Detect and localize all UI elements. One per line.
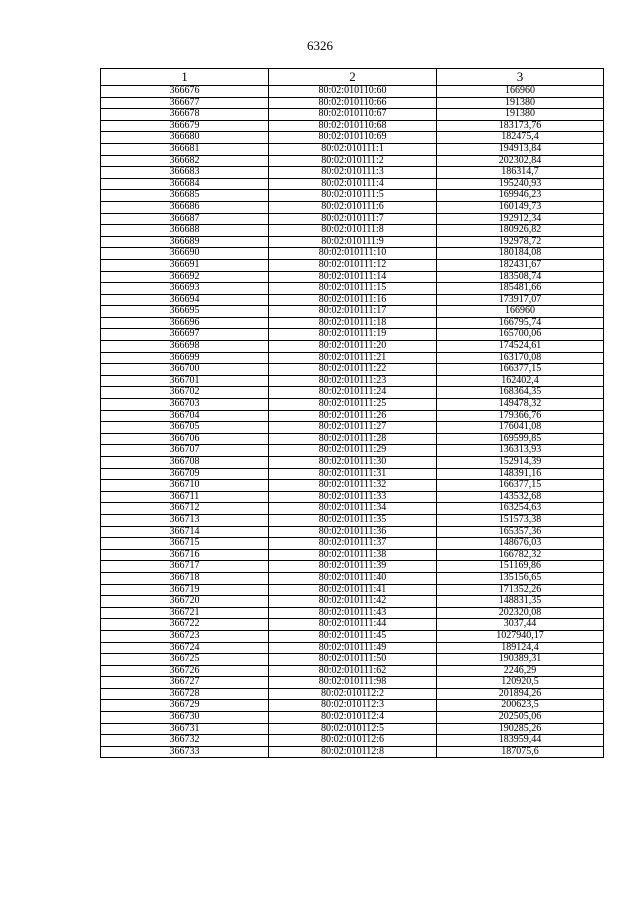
value-cell: 174524,61 — [437, 341, 604, 353]
value-cell: 169599,85 — [437, 433, 604, 445]
row-number-cell: 366707 — [101, 445, 269, 457]
cadastral-number-cell: 80:02:010111:27 — [269, 422, 437, 434]
value-cell: 189124,4 — [437, 642, 604, 654]
table-row — [101, 120, 604, 132]
value-cell: 168364,35 — [437, 387, 604, 399]
value-cell: 186314,7 — [437, 167, 604, 179]
cadastral-number-cell: 80:02:010111:16 — [269, 294, 437, 306]
row-number-cell: 366722 — [101, 619, 269, 631]
row-number-cell: 366706 — [101, 433, 269, 445]
value-cell: 185481,66 — [437, 283, 604, 295]
table-row — [101, 399, 604, 411]
row-number-cell: 366676 — [101, 86, 269, 98]
table-row — [101, 607, 604, 619]
value-cell: 135156,65 — [437, 572, 604, 584]
cadastral-number-cell: 80:02:010111:15 — [269, 283, 437, 295]
value-cell: 148676,03 — [437, 538, 604, 550]
row-number-cell: 366715 — [101, 538, 269, 550]
value-cell: 171352,26 — [437, 584, 604, 596]
cadastral-number-cell: 80:02:010110:66 — [269, 97, 437, 109]
row-number-cell: 366686 — [101, 201, 269, 213]
value-cell: 163170,08 — [437, 352, 604, 364]
column-header: 3 — [437, 69, 604, 86]
cadastral-number-cell: 80:02:010111:98 — [269, 677, 437, 689]
value-cell: 179366,76 — [437, 410, 604, 422]
table-row — [101, 654, 604, 666]
cadastral-number-cell: 80:02:010111:28 — [269, 433, 437, 445]
table-row — [101, 97, 604, 109]
cadastral-number-cell: 80:02:010111:35 — [269, 514, 437, 526]
row-number-cell: 366708 — [101, 457, 269, 469]
cadastral-number-cell: 80:02:010111:42 — [269, 596, 437, 608]
value-cell: 191380 — [437, 97, 604, 109]
table-row — [101, 225, 604, 237]
table-row — [101, 445, 604, 457]
value-cell: 202505,06 — [437, 712, 604, 724]
table-row — [101, 410, 604, 422]
row-number-cell: 366721 — [101, 607, 269, 619]
cadastral-number-cell: 80:02:010112:5 — [269, 723, 437, 735]
row-number-cell: 366684 — [101, 178, 269, 190]
value-cell: 136313,93 — [437, 445, 604, 457]
row-number-cell: 366733 — [101, 746, 269, 758]
cadastral-number-cell: 80:02:010110:69 — [269, 132, 437, 144]
value-cell: 202320,08 — [437, 607, 604, 619]
table-row — [101, 503, 604, 515]
table-row — [101, 352, 604, 364]
table-row — [101, 155, 604, 167]
table-row — [101, 236, 604, 248]
table-row — [101, 619, 604, 631]
header-row — [101, 69, 604, 86]
cadastral-number-cell: 80:02:010111:39 — [269, 561, 437, 573]
value-cell: 166377,15 — [437, 364, 604, 376]
cadastral-number-cell: 80:02:010112:2 — [269, 688, 437, 700]
row-number-cell: 366732 — [101, 735, 269, 747]
table-row — [101, 213, 604, 225]
cadastral-number-cell: 80:02:010112:6 — [269, 735, 437, 747]
value-cell: 160149,73 — [437, 201, 604, 213]
row-number-cell: 366695 — [101, 306, 269, 318]
row-number-cell: 366719 — [101, 584, 269, 596]
table-row — [101, 317, 604, 329]
value-cell: 200623,5 — [437, 700, 604, 712]
row-number-cell: 366700 — [101, 364, 269, 376]
table-body — [101, 86, 604, 758]
table-row — [101, 109, 604, 121]
row-number-cell: 366681 — [101, 143, 269, 155]
value-cell: 166795,74 — [437, 317, 604, 329]
cadastral-number-cell: 80:02:010111:19 — [269, 329, 437, 341]
cadastral-number-cell: 80:02:010111:31 — [269, 468, 437, 480]
cadastral-number-cell: 80:02:010111:40 — [269, 572, 437, 584]
row-number-cell: 366696 — [101, 317, 269, 329]
cadastral-number-cell: 80:02:010111:33 — [269, 491, 437, 503]
table-row — [101, 630, 604, 642]
cadastral-number-cell: 80:02:010111:3 — [269, 167, 437, 179]
row-number-cell: 366698 — [101, 341, 269, 353]
cadastral-number-cell: 80:02:010111:6 — [269, 201, 437, 213]
row-number-cell: 366689 — [101, 236, 269, 248]
table-row — [101, 201, 604, 213]
value-cell: 183508,74 — [437, 271, 604, 283]
value-cell: 187075,6 — [437, 746, 604, 758]
table-row — [101, 143, 604, 155]
cadastral-number-cell: 80:02:010111:26 — [269, 410, 437, 422]
value-cell: 149478,32 — [437, 399, 604, 411]
row-number-cell: 366678 — [101, 109, 269, 121]
table-row — [101, 306, 604, 318]
row-number-cell: 366690 — [101, 248, 269, 260]
row-number-cell: 366728 — [101, 688, 269, 700]
table-row — [101, 735, 604, 747]
row-number-cell: 366683 — [101, 167, 269, 179]
value-cell: 191380 — [437, 109, 604, 121]
row-number-cell: 366701 — [101, 375, 269, 387]
column-header: 2 — [269, 69, 437, 86]
value-cell: 165357,36 — [437, 526, 604, 538]
table-row — [101, 132, 604, 144]
row-number-cell: 366703 — [101, 399, 269, 411]
row-number-cell: 366677 — [101, 97, 269, 109]
table-row — [101, 375, 604, 387]
table-row — [101, 549, 604, 561]
table-row — [101, 677, 604, 689]
cadastral-number-cell: 80:02:010111:38 — [269, 549, 437, 561]
table-row — [101, 167, 604, 179]
table-row — [101, 526, 604, 538]
value-cell: 151169,86 — [437, 561, 604, 573]
value-cell: 165700,06 — [437, 329, 604, 341]
cadastral-number-cell: 80:02:010111:14 — [269, 271, 437, 283]
table-row — [101, 514, 604, 526]
value-cell: 202302,84 — [437, 155, 604, 167]
row-number-cell: 366720 — [101, 596, 269, 608]
cadastral-number-cell: 80:02:010111:45 — [269, 630, 437, 642]
cadastral-number-cell: 80:02:010111:7 — [269, 213, 437, 225]
table-row — [101, 294, 604, 306]
row-number-cell: 366705 — [101, 422, 269, 434]
value-cell: 152914,39 — [437, 457, 604, 469]
table-row — [101, 422, 604, 434]
row-number-cell: 366697 — [101, 329, 269, 341]
cadastral-number-cell: 80:02:010111:34 — [269, 503, 437, 515]
cadastral-number-cell: 80:02:010111:21 — [269, 352, 437, 364]
value-cell: 182431,67 — [437, 259, 604, 271]
table-row — [101, 457, 604, 469]
table-row — [101, 190, 604, 202]
cadastral-number-cell: 80:02:010111:22 — [269, 364, 437, 376]
cadastral-number-cell: 80:02:010111:10 — [269, 248, 437, 260]
table-row — [101, 248, 604, 260]
row-number-cell: 366691 — [101, 259, 269, 271]
row-number-cell: 366710 — [101, 480, 269, 492]
value-cell: 180926,82 — [437, 225, 604, 237]
table-row — [101, 387, 604, 399]
cadastral-number-cell: 80:02:010111:50 — [269, 654, 437, 666]
value-cell: 166377,15 — [437, 480, 604, 492]
cadastral-number-cell: 80:02:010111:2 — [269, 155, 437, 167]
table-row — [101, 491, 604, 503]
table-row — [101, 468, 604, 480]
row-number-cell: 366714 — [101, 526, 269, 538]
row-number-cell: 366709 — [101, 468, 269, 480]
value-cell: 1027940,17 — [437, 630, 604, 642]
row-number-cell: 366725 — [101, 654, 269, 666]
table-header — [101, 69, 604, 86]
cadastral-number-cell: 80:02:010111:9 — [269, 236, 437, 248]
cadastral-number-cell: 80:02:010111:20 — [269, 341, 437, 353]
row-number-cell: 366688 — [101, 225, 269, 237]
value-cell: 195240,93 — [437, 178, 604, 190]
cadastral-number-cell: 80:02:010111:8 — [269, 225, 437, 237]
row-number-cell: 366711 — [101, 491, 269, 503]
value-cell: 2246,29 — [437, 665, 604, 677]
table-row — [101, 86, 604, 98]
value-cell: 163254,63 — [437, 503, 604, 515]
cadastral-number-cell: 80:02:010111:12 — [269, 259, 437, 271]
value-cell: 143532,68 — [437, 491, 604, 503]
cadastral-number-cell: 80:02:010111:44 — [269, 619, 437, 631]
row-number-cell: 366729 — [101, 700, 269, 712]
cadastral-number-cell: 80:02:010111:30 — [269, 457, 437, 469]
value-cell: 162402,4 — [437, 375, 604, 387]
row-number-cell: 366699 — [101, 352, 269, 364]
row-number-cell: 366685 — [101, 190, 269, 202]
row-number-cell: 366679 — [101, 120, 269, 132]
row-number-cell: 366717 — [101, 561, 269, 573]
table-row — [101, 561, 604, 573]
value-cell: 183959,44 — [437, 735, 604, 747]
value-cell: 190285,26 — [437, 723, 604, 735]
data-table — [100, 68, 604, 758]
table-row — [101, 712, 604, 724]
table-row — [101, 538, 604, 550]
table-row — [101, 271, 604, 283]
cadastral-number-cell: 80:02:010111:36 — [269, 526, 437, 538]
value-cell: 120920,5 — [437, 677, 604, 689]
cadastral-number-cell: 80:02:010111:18 — [269, 317, 437, 329]
page-number: 6326 — [307, 38, 333, 53]
row-number-cell: 366704 — [101, 410, 269, 422]
cadastral-number-cell: 80:02:010111:29 — [269, 445, 437, 457]
cadastral-number-cell: 80:02:010110:67 — [269, 109, 437, 121]
cadastral-number-cell: 80:02:010111:23 — [269, 375, 437, 387]
row-number-cell: 366694 — [101, 294, 269, 306]
column-header: 1 — [101, 69, 269, 86]
row-number-cell: 366702 — [101, 387, 269, 399]
value-cell: 194913,84 — [437, 143, 604, 155]
table-row — [101, 584, 604, 596]
value-cell: 166960 — [437, 306, 604, 318]
cadastral-number-cell: 80:02:010111:49 — [269, 642, 437, 654]
row-number-cell: 366712 — [101, 503, 269, 515]
table-row — [101, 572, 604, 584]
cadastral-number-cell: 80:02:010110:60 — [269, 86, 437, 98]
row-number-cell: 366726 — [101, 665, 269, 677]
table-row — [101, 665, 604, 677]
value-cell: 192912,34 — [437, 213, 604, 225]
cadastral-number-cell: 80:02:010112:3 — [269, 700, 437, 712]
table-row — [101, 596, 604, 608]
value-cell: 201894,26 — [437, 688, 604, 700]
row-number-cell: 366723 — [101, 630, 269, 642]
value-cell: 190389,31 — [437, 654, 604, 666]
table-row — [101, 700, 604, 712]
cadastral-number-cell: 80:02:010111:32 — [269, 480, 437, 492]
table-row — [101, 642, 604, 654]
row-number-cell: 366713 — [101, 514, 269, 526]
cadastral-number-cell: 80:02:010111:25 — [269, 399, 437, 411]
table-row — [101, 723, 604, 735]
table-row — [101, 259, 604, 271]
value-cell: 169946,23 — [437, 190, 604, 202]
table-row — [101, 341, 604, 353]
value-cell: 192978,72 — [437, 236, 604, 248]
value-cell: 180184,08 — [437, 248, 604, 260]
value-cell: 148831,35 — [437, 596, 604, 608]
row-number-cell: 366693 — [101, 283, 269, 295]
table-row — [101, 688, 604, 700]
table-row — [101, 329, 604, 341]
row-number-cell: 366687 — [101, 213, 269, 225]
value-cell: 166782,32 — [437, 549, 604, 561]
table-row — [101, 480, 604, 492]
row-number-cell: 366724 — [101, 642, 269, 654]
cadastral-number-cell: 80:02:010112:4 — [269, 712, 437, 724]
cadastral-number-cell: 80:02:010111:37 — [269, 538, 437, 550]
cadastral-number-cell: 80:02:010111:41 — [269, 584, 437, 596]
cadastral-number-cell: 80:02:010111:17 — [269, 306, 437, 318]
row-number-cell: 366692 — [101, 271, 269, 283]
cadastral-number-cell: 80:02:010111:1 — [269, 143, 437, 155]
row-number-cell: 366718 — [101, 572, 269, 584]
value-cell: 3037,44 — [437, 619, 604, 631]
value-cell: 148391,16 — [437, 468, 604, 480]
row-number-cell: 366730 — [101, 712, 269, 724]
row-number-cell: 366682 — [101, 155, 269, 167]
table-row — [101, 283, 604, 295]
table-row — [101, 746, 604, 758]
cadastral-number-cell: 80:02:010111:5 — [269, 190, 437, 202]
value-cell: 182475,4 — [437, 132, 604, 144]
cadastral-number-cell: 80:02:010111:4 — [269, 178, 437, 190]
row-number-cell: 366716 — [101, 549, 269, 561]
cadastral-number-cell: 80:02:010111:24 — [269, 387, 437, 399]
row-number-cell: 366731 — [101, 723, 269, 735]
value-cell: 151573,38 — [437, 514, 604, 526]
table-row — [101, 178, 604, 190]
row-number-cell: 366727 — [101, 677, 269, 689]
cadastral-number-cell: 80:02:010111:43 — [269, 607, 437, 619]
cadastral-number-cell: 80:02:010112:8 — [269, 746, 437, 758]
value-cell: 183173,76 — [437, 120, 604, 132]
table-row — [101, 433, 604, 445]
table-row — [101, 364, 604, 376]
cadastral-number-cell: 80:02:010111:62 — [269, 665, 437, 677]
value-cell: 173917,07 — [437, 294, 604, 306]
cadastral-number-cell: 80:02:010110:68 — [269, 120, 437, 132]
value-cell: 176041,08 — [437, 422, 604, 434]
row-number-cell: 366680 — [101, 132, 269, 144]
value-cell: 166960 — [437, 86, 604, 98]
